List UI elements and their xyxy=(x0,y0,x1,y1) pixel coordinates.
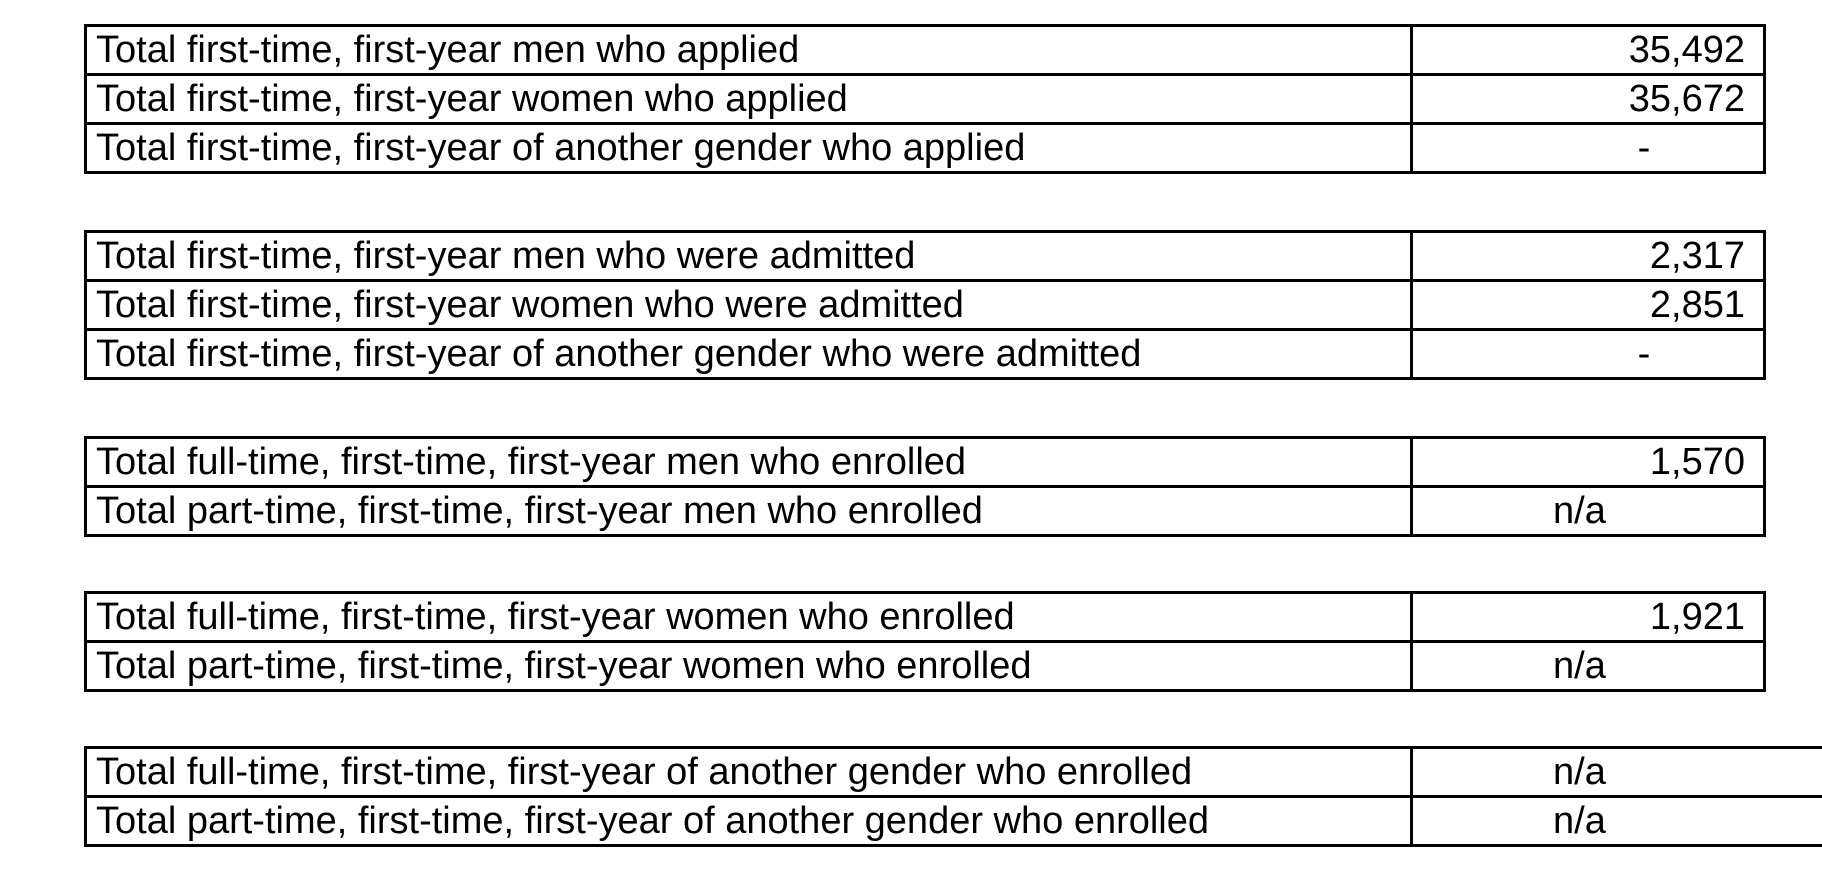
row-label: Total first-time, first-year of another gender who were admitted xyxy=(86,330,1412,379)
enrolled-men-table xyxy=(84,436,1766,537)
row-label: Total full-time, first-time, first-year of another gender who enrolled xyxy=(86,748,1412,797)
row-value: - xyxy=(1412,330,1765,379)
row-label: Total first-time, first-year of another gender who applied xyxy=(86,124,1412,173)
admitted-table xyxy=(84,230,1766,380)
table-row xyxy=(86,281,1765,330)
row-value: 35,492 xyxy=(1412,26,1765,75)
table-row xyxy=(86,232,1765,281)
enrolled-another-gender-table xyxy=(84,746,1822,847)
row-label: Total part-time, first-time, first-year women who enrolled xyxy=(86,642,1412,691)
row-value: 35,672 xyxy=(1412,75,1765,124)
row-value: 1,921 xyxy=(1412,593,1765,642)
row-value: - xyxy=(1412,124,1765,173)
row-label: Total part-time, first-time, first-year men who enrolled xyxy=(86,487,1412,536)
row-label: Total part-time, first-time, first-year of another gender who enrolled xyxy=(86,797,1412,846)
table-row xyxy=(86,593,1765,642)
row-value: 2,851 xyxy=(1412,281,1765,330)
row-value: n/a xyxy=(1412,748,1822,797)
row-value: 1,570 xyxy=(1412,438,1765,487)
row-label: Total full-time, first-time, first-year men who enrolled xyxy=(86,438,1412,487)
row-label: Total first-time, first-year women who were admitted xyxy=(86,281,1412,330)
row-value: n/a xyxy=(1412,797,1822,846)
table-row xyxy=(86,487,1765,536)
table-row xyxy=(86,75,1765,124)
row-value: 2,317 xyxy=(1412,232,1765,281)
table-row xyxy=(86,438,1765,487)
row-label: Total first-time, first-year men who were admitted xyxy=(86,232,1412,281)
table-row xyxy=(86,797,1822,846)
row-label: Total full-time, first-time, first-year women who enrolled xyxy=(86,593,1412,642)
row-value: n/a xyxy=(1412,487,1765,536)
table-row xyxy=(86,748,1822,797)
row-label: Total first-time, first-year men who applied xyxy=(86,26,1412,75)
table-row xyxy=(86,642,1765,691)
table-row xyxy=(86,26,1765,75)
row-label: Total first-time, first-year women who applied xyxy=(86,75,1412,124)
applicants-table xyxy=(84,24,1766,174)
table-row xyxy=(86,330,1765,379)
row-value: n/a xyxy=(1412,642,1765,691)
enrolled-women-table xyxy=(84,591,1766,692)
table-row xyxy=(86,124,1765,173)
